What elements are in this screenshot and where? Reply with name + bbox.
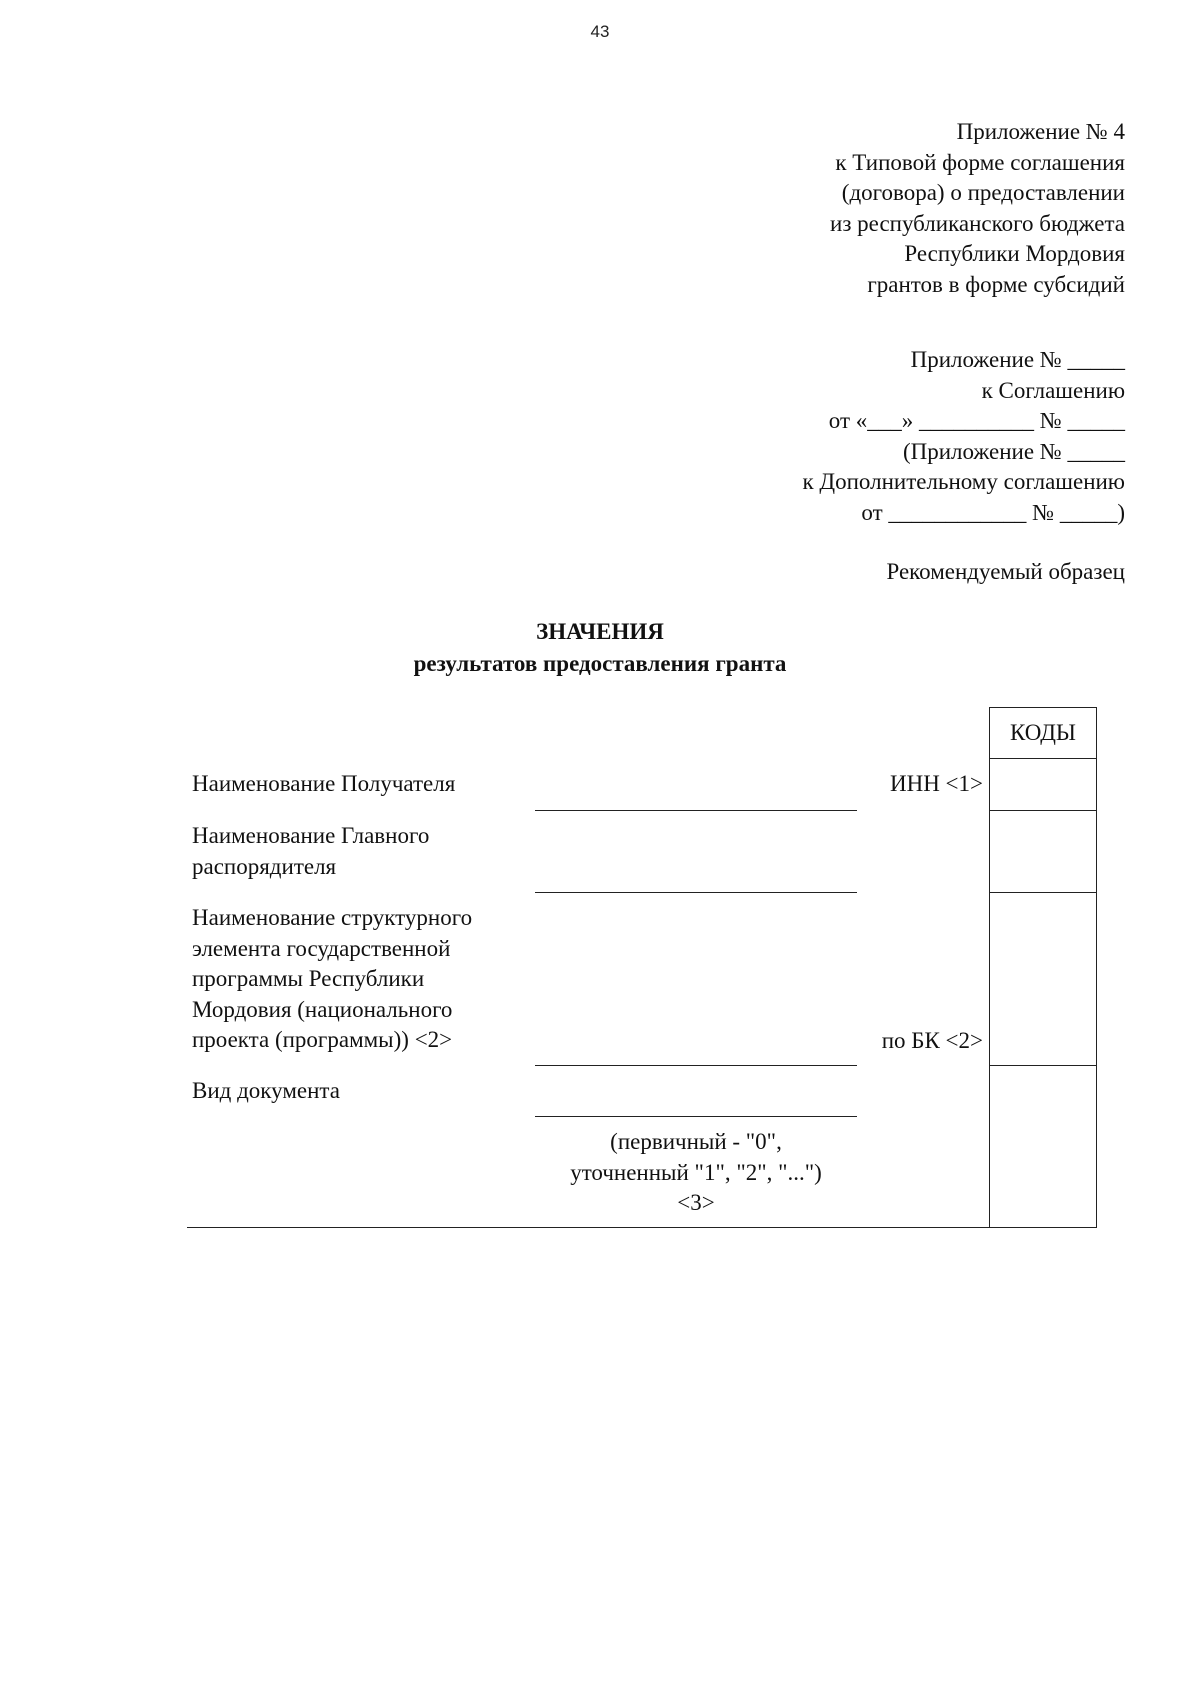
codes-right-border [1096, 707, 1097, 1227]
appendix-header-line: из республиканского бюджета [830, 210, 1125, 236]
codes-row-divider [989, 810, 1097, 811]
form-bottom-rule [187, 1227, 1097, 1228]
chief-manager-fill-line[interactable] [535, 892, 857, 893]
appendix-header-line: к Типовой форме соглашения [835, 149, 1125, 175]
agreement-ref-line: от «___» __________ № _____ [828, 408, 1125, 433]
appendix-header-line: грантов в форме субсидий [867, 271, 1125, 297]
page-number: 43 [590, 22, 610, 41]
document-title: ЗНАЧЕНИЯ [536, 619, 664, 644]
agreement-ref-line: Приложение № _____ [910, 347, 1125, 372]
structural-element-fill-line[interactable] [535, 1065, 857, 1066]
recipient-fill-line[interactable] [535, 810, 857, 811]
bk-label: по БК <2> [881, 1028, 983, 1053]
structural-element-label-line: программы Республики [192, 966, 425, 991]
structural-element-label [192, 903, 472, 1056]
agreement-ref-line: к Дополнительному соглашению [802, 469, 1125, 494]
codes-left-border [989, 707, 990, 1227]
document-subtitle: результатов предоставления гранта [413, 651, 787, 676]
doc-type-hint-line: уточненный "1", "2", "...") [570, 1159, 822, 1185]
agreement-ref-line: от ____________ № _____) [861, 499, 1125, 525]
appendix-header-line: (договора) о предоставлении [841, 180, 1125, 205]
codes-header-divider [989, 758, 1097, 759]
agreement-reference [803, 345, 1126, 528]
chief-manager-label-line: Наименование Главного [192, 823, 430, 848]
codes-header: КОДЫ [1010, 720, 1076, 745]
structural-element-label-line: Наименование структурного [192, 905, 473, 930]
doc-type-label: Вид документа [192, 1078, 340, 1103]
appendix-header-line: Приложение № 4 [956, 119, 1125, 144]
doc-type-hint-line: <3> [677, 1190, 715, 1215]
doc-type-fill-line[interactable] [535, 1116, 857, 1117]
appendix-header [830, 117, 1125, 300]
structural-element-label-line: элемента государственной [192, 935, 451, 961]
codes-row-divider [989, 1065, 1097, 1066]
codes-row-divider [989, 892, 1097, 893]
agreement-ref-line: (Приложение № _____ [902, 438, 1125, 464]
codes-top-border [989, 707, 1097, 708]
structural-element-label-line: проекта (программы)) <2> [192, 1027, 453, 1052]
agreement-ref-line: к Соглашению [981, 377, 1125, 403]
appendix-header-line: Республики Мордовия [904, 241, 1125, 266]
doc-type-hint [535, 1127, 857, 1219]
chief-manager-label-line: распорядителя [192, 853, 337, 879]
structural-element-label-line: Мордовия (национального [192, 996, 453, 1022]
inn-label: ИНН <1> [889, 771, 983, 796]
chief-manager-label [192, 821, 429, 882]
recommended-sample: Рекомендуемый образец [886, 559, 1125, 584]
recipient-label: Наименование Получателя [192, 771, 456, 796]
doc-type-hint-line: (первичный - "0", [610, 1129, 782, 1154]
